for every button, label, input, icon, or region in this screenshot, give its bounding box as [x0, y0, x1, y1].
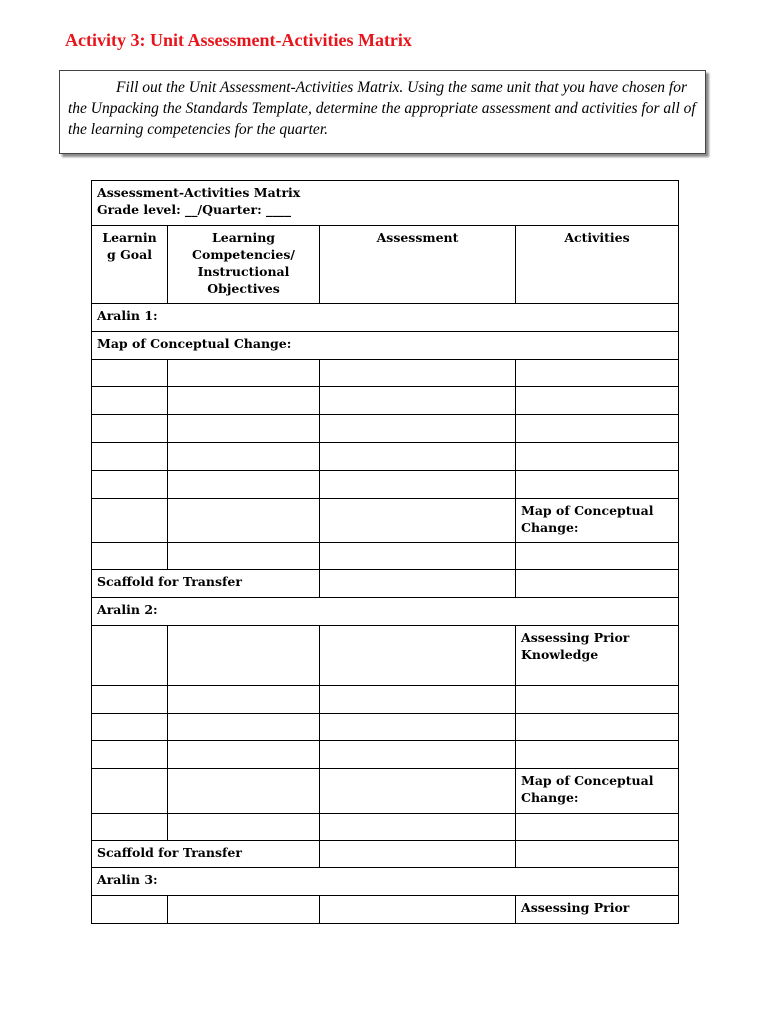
table-cell[interactable] [92, 769, 168, 814]
aralin-1-label: Aralin 1: [92, 304, 679, 332]
table-row [92, 686, 679, 714]
scaffold-transfer-row [92, 570, 679, 598]
table-cell[interactable] [92, 714, 168, 741]
map-conceptual-change-label: Map of Conceptual Change: [92, 332, 679, 360]
table-cell[interactable] [320, 841, 516, 868]
table-cell[interactable] [516, 415, 679, 443]
table-cell[interactable] [168, 387, 320, 415]
aralin-2-row [92, 598, 679, 626]
table-row [92, 741, 679, 769]
page-title: Activity 3: Unit Assessment-Activities Matrix [65, 30, 412, 50]
table-row [92, 814, 679, 841]
matrix-heading-cell [92, 181, 679, 226]
table-row [92, 769, 679, 814]
competencies-header [168, 226, 320, 304]
aralin-3-label: Aralin 3: [92, 868, 679, 896]
aralin-3-row [92, 868, 679, 896]
map-conceptual-change-activity: Map of Conceptual Change: [516, 499, 679, 543]
table-cell[interactable] [516, 570, 679, 598]
table-cell[interactable] [92, 741, 168, 769]
table-cell[interactable] [92, 499, 168, 543]
table-row [92, 415, 679, 443]
table-cell[interactable] [516, 714, 679, 741]
competencies-header-line: Objectives [207, 281, 280, 296]
table-cell[interactable] [168, 814, 320, 841]
scaffold-transfer-row [92, 841, 679, 868]
table-cell[interactable] [516, 741, 679, 769]
assessment-activities-matrix [91, 180, 679, 924]
column-header-row [92, 226, 679, 304]
table-cell[interactable] [320, 387, 516, 415]
table-cell[interactable] [320, 741, 516, 769]
table-cell[interactable] [320, 471, 516, 499]
table-cell[interactable] [320, 570, 516, 598]
table-cell[interactable] [320, 499, 516, 543]
table-cell[interactable] [168, 769, 320, 814]
table-cell[interactable] [92, 814, 168, 841]
table-cell[interactable] [168, 714, 320, 741]
map-conceptual-change-activity: Map of Conceptual Change: [516, 769, 679, 814]
table-cell[interactable] [168, 443, 320, 471]
table-cell[interactable] [320, 443, 516, 471]
table-cell[interactable] [320, 896, 516, 924]
table-cell[interactable] [92, 415, 168, 443]
scaffold-transfer-label: Scaffold for Transfer [92, 841, 320, 868]
table-cell[interactable] [516, 443, 679, 471]
competencies-header-line: Instructional [197, 264, 290, 279]
table-cell[interactable] [168, 360, 320, 387]
table-cell[interactable] [92, 443, 168, 471]
aralin-1-row [92, 304, 679, 332]
table-cell[interactable] [92, 543, 168, 570]
table-row [92, 387, 679, 415]
table-cell[interactable] [516, 471, 679, 499]
table-row [92, 360, 679, 387]
table-cell[interactable] [516, 360, 679, 387]
table-cell[interactable] [320, 543, 516, 570]
table-row [92, 714, 679, 741]
table-cell[interactable] [168, 543, 320, 570]
table-cell[interactable] [320, 769, 516, 814]
table-cell[interactable] [168, 471, 320, 499]
assessing-prior-knowledge-activity: Assessing Prior Knowledge [516, 626, 679, 686]
learning-goal-header: Learnin g Goal [92, 226, 168, 304]
table-cell[interactable] [92, 896, 168, 924]
table-row [92, 896, 679, 924]
table-cell[interactable] [516, 841, 679, 868]
table-cell[interactable] [516, 387, 679, 415]
table-row [92, 543, 679, 570]
map-conceptual-change-row [92, 332, 679, 360]
table-row [92, 626, 679, 686]
table-cell[interactable] [516, 543, 679, 570]
instructions-text: Fill out the Unit Assessment-Activities Matrix. Using the same unit that you have chosen for the Unpacking the Standards Template, determine the appropriate assessment and activities for all of the learning competencies for the quarter. [68, 79, 696, 138]
table-row [92, 471, 679, 499]
assessing-prior-activity: Assessing Prior [516, 896, 679, 924]
grade-quarter-line: Grade level: __/Quarter: ____ [97, 202, 292, 217]
matrix-heading-title: Assessment-Activities Matrix [97, 185, 301, 200]
table-cell[interactable] [168, 896, 320, 924]
matrix-heading-row [92, 181, 679, 226]
table-cell[interactable] [320, 415, 516, 443]
aralin-2-label: Aralin 2: [92, 598, 679, 626]
table-cell[interactable] [168, 626, 320, 686]
table-cell[interactable] [92, 387, 168, 415]
table-cell[interactable] [92, 360, 168, 387]
table-cell[interactable] [320, 814, 516, 841]
assessment-header: Assessment [320, 226, 516, 304]
table-cell[interactable] [92, 471, 168, 499]
activities-header: Activities [516, 226, 679, 304]
table-cell[interactable] [92, 626, 168, 686]
table-cell[interactable] [320, 360, 516, 387]
table-cell[interactable] [516, 814, 679, 841]
table-cell[interactable] [516, 686, 679, 714]
table-cell[interactable] [92, 686, 168, 714]
competencies-header-line: Competencies/ [192, 247, 295, 262]
table-cell[interactable] [168, 499, 320, 543]
table-cell[interactable] [168, 686, 320, 714]
instructions-box [59, 70, 706, 154]
table-cell[interactable] [320, 714, 516, 741]
table-row [92, 499, 679, 543]
table-row [92, 443, 679, 471]
scaffold-transfer-label: Scaffold for Transfer [92, 570, 320, 598]
table-cell[interactable] [168, 741, 320, 769]
competencies-header-line: Learning [211, 230, 276, 245]
table-cell[interactable] [168, 415, 320, 443]
table-cell[interactable] [320, 626, 516, 686]
table-cell[interactable] [320, 686, 516, 714]
